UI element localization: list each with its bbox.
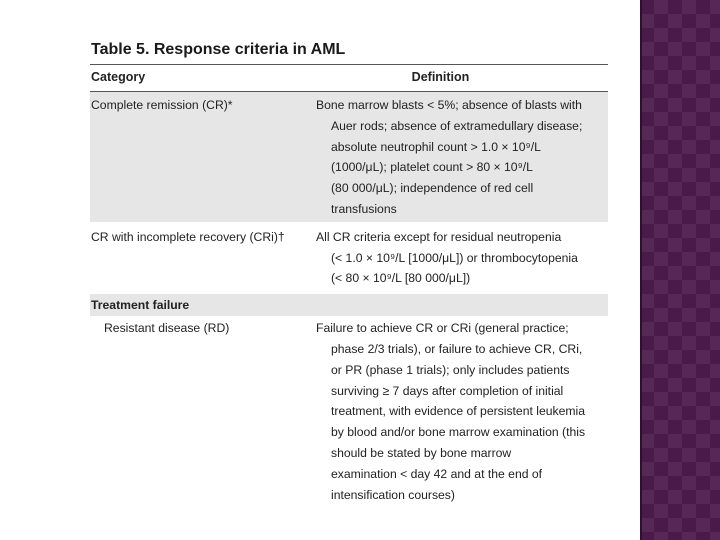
definition-line: Bone marrow blasts < 5%; absence of blasts with [316,98,582,112]
table-title: Table 5. Response criteria in AML [90,40,608,65]
definition-line: (< 1.0 × 10⁹/L [1000/μL]) or thrombocytopenia [331,250,578,265]
sidebar-edge [640,0,642,540]
definition-line: or PR (phase 1 trials); only includes patients [331,362,570,377]
table-row-cr [90,92,608,222]
definition-line: phase 2/3 trials), or failure to achieve CR, CRi, [331,341,583,356]
definition-line: surviving ≥ 7 days after completion of initial [331,383,564,398]
definition-line: intensification courses) [331,487,455,502]
definition-line: treatment, with evidence of persistent leukemia [331,404,586,419]
category-cri: CR with incomplete recovery (CRi)† [91,229,285,244]
definition-line: (< 80 × 10⁹/L [80 000/μL]) [331,271,471,286]
definition-line: (1000/μL); platelet count > 80 × 10⁹/L [331,160,533,175]
section-label: Treatment failure [91,298,190,313]
definition-line: by blood and/or bone marrow examination (this [331,425,586,440]
definition-line: should be stated by bone marrow [331,445,512,460]
table-header-row [90,65,608,92]
definition-line: Failure to achieve CR or CRi (general practice; [316,321,569,336]
definition-line: transfusions [331,201,397,216]
header-definition: Definition [411,70,470,84]
category-rd: Resistant disease (RD) [104,321,230,336]
section-row-treatment-failure [90,294,608,316]
header-category: Category [91,70,146,84]
definition-rd [316,318,608,505]
definition-line: absolute neutrophil count > 1.0 × 10⁹/L [331,139,541,154]
table-row-rd [90,317,608,505]
definition-line: Auer rods; absence of extramedullary disease; [331,118,583,133]
definition-cri [316,227,608,289]
definition-line: (80 000/μL); independence of red cell [331,181,534,196]
definition-cr [316,95,608,220]
decorative-sidebar [640,0,720,540]
response-criteria-table [90,40,608,505]
definition-line: examination < day 42 and at the end of [331,466,543,481]
table-row-cri [90,224,608,291]
category-cr: Complete remission (CR)* [91,98,233,112]
definition-line: All CR criteria except for residual neutropenia [316,229,562,244]
